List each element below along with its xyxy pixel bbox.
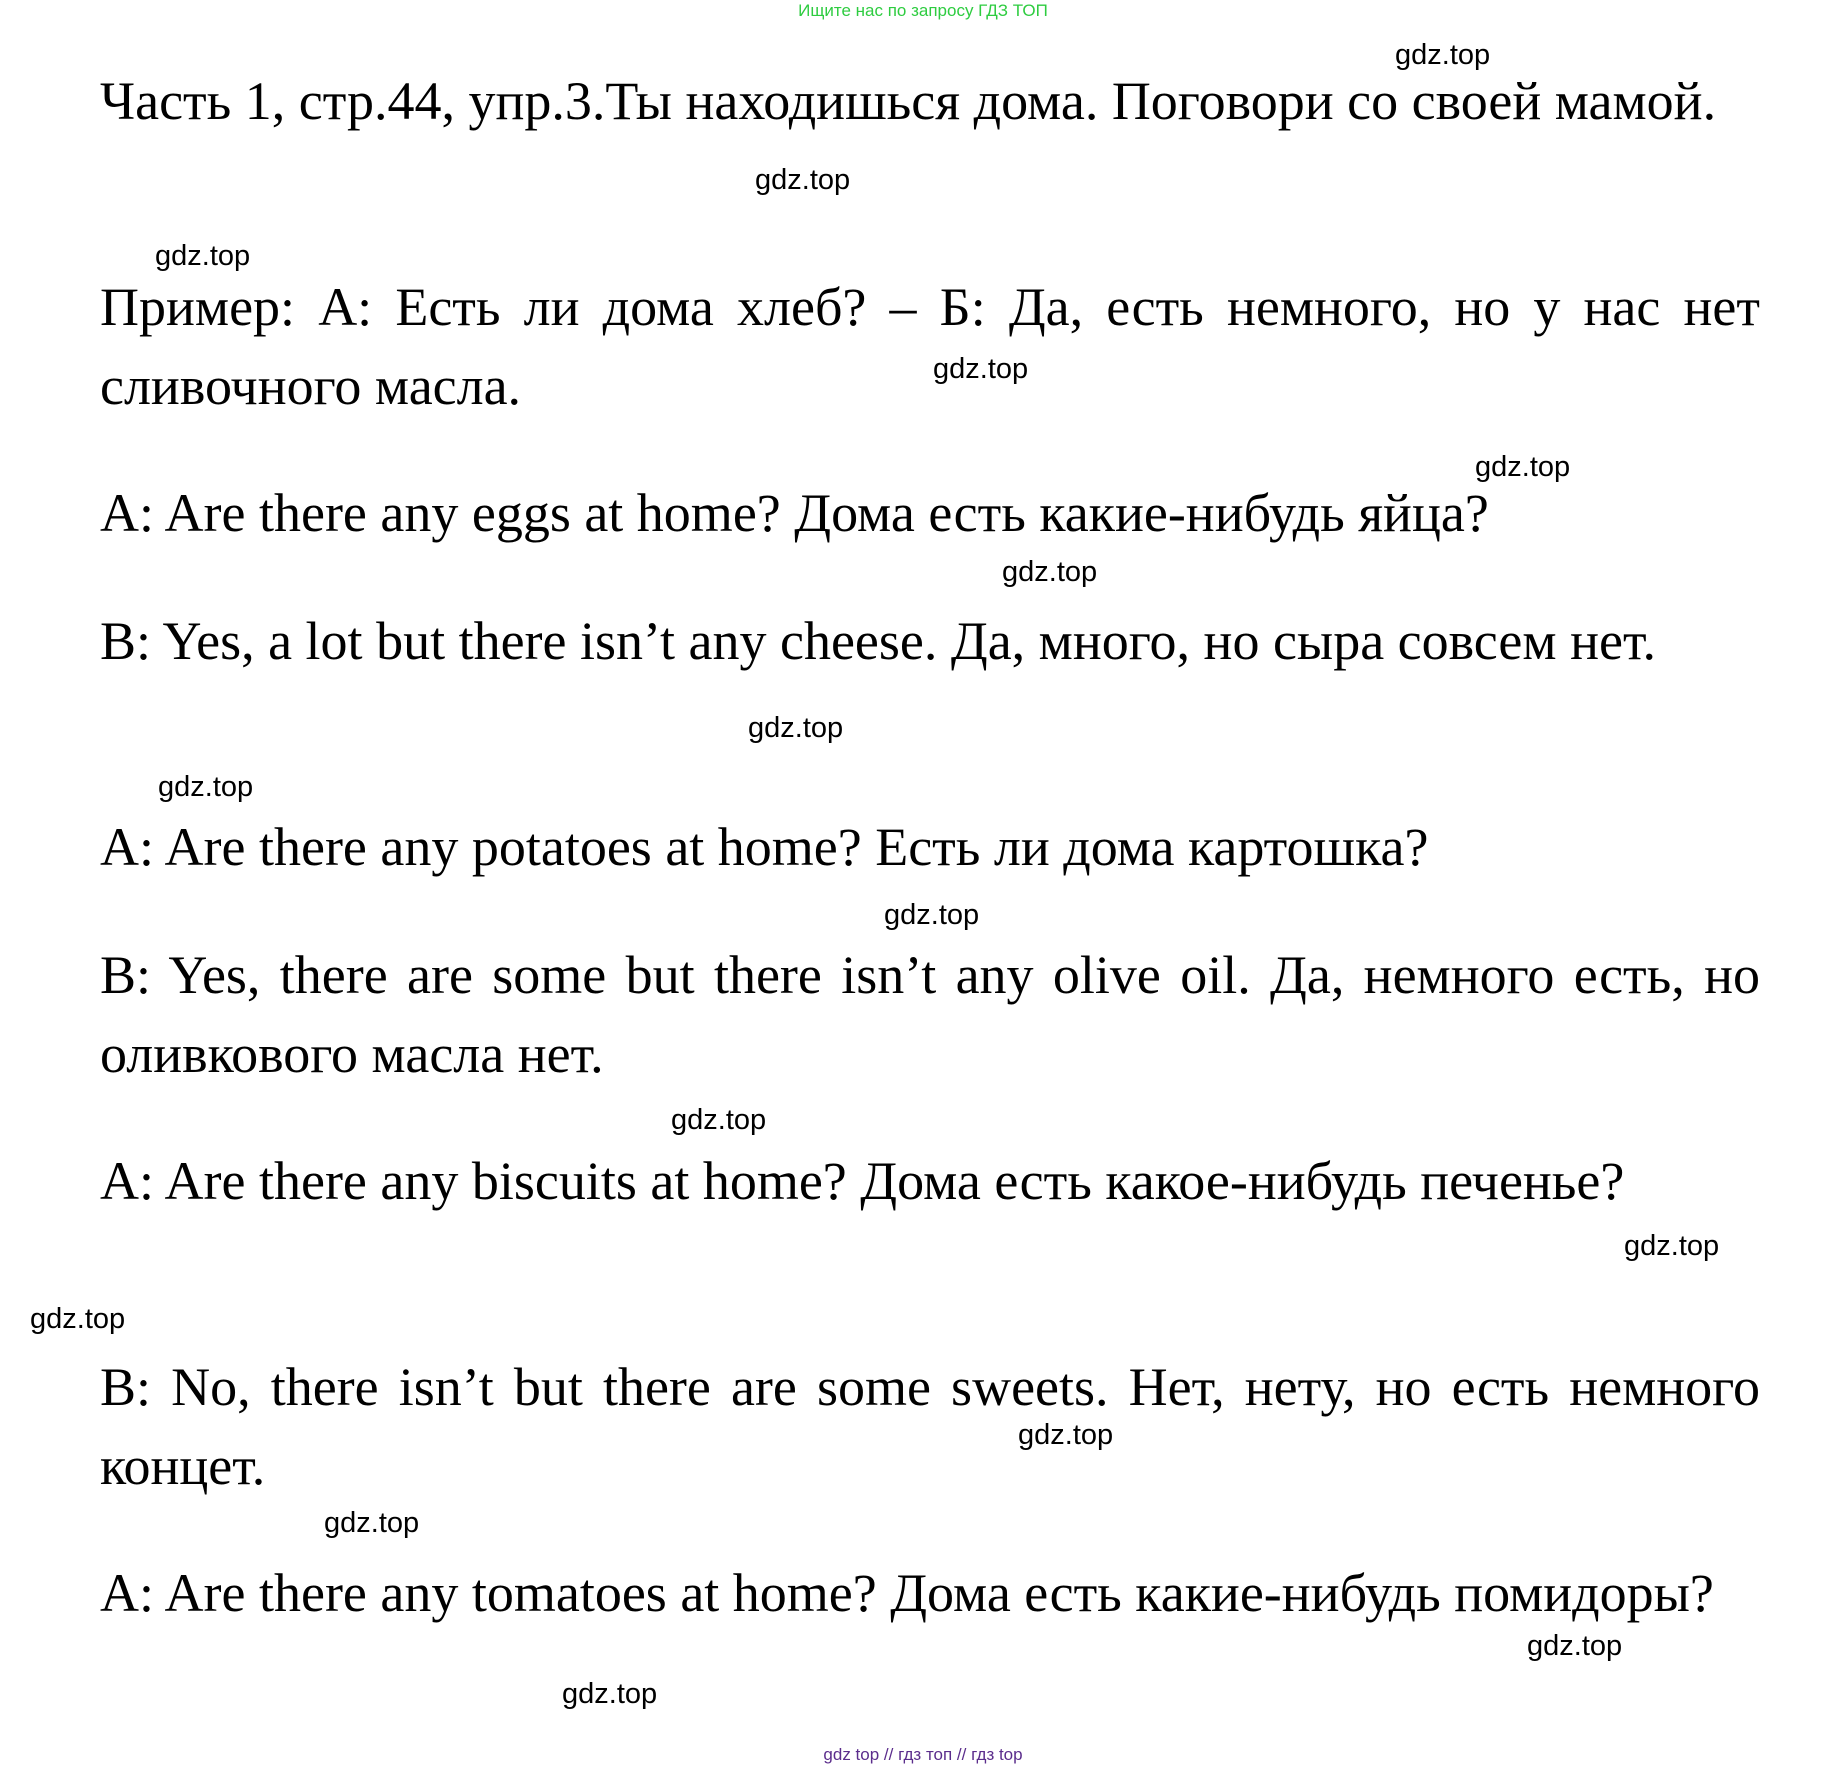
watermark: gdz.top: [755, 164, 851, 196]
watermark: gdz.top: [1002, 556, 1098, 588]
watermark: gdz.top: [1475, 451, 1571, 483]
watermark: gdz.top: [933, 353, 1029, 385]
watermark: gdz.top: [1395, 39, 1491, 71]
footer: gdz top // гдз топ // гдз top: [823, 1745, 1023, 1764]
paragraph-dialogue-line: B: No, there isn’t but there are some sweets. Нет, нету, но есть немного концет.: [100, 1357, 1760, 1496]
watermark: gdz.top: [1018, 1419, 1114, 1451]
paragraph-dialogue-line: A: Are there any tomatoes at home? Дома есть какие-нибудь помидоры?: [100, 1563, 1714, 1623]
paragraph-title: Часть 1, стр.44, упр.3.Ты находишься дома. Поговори со своей мамой.: [100, 71, 1717, 131]
paragraph-dialogue-line: A: Are there any eggs at home? Дома есть какие-нибудь яйца?: [100, 483, 1489, 543]
watermark: gdz.top: [562, 1678, 658, 1710]
watermark: gdz.top: [155, 240, 251, 272]
watermark: gdz.top: [158, 771, 254, 803]
watermark: gdz.top: [671, 1104, 767, 1136]
watermark: gdz.top: [884, 899, 980, 931]
watermark: gdz.top: [30, 1303, 126, 1335]
paragraph-dialogue-line: B: Yes, a lot but there isn’t any cheese. Да, много, но сыра совсем нет.: [100, 611, 1656, 671]
watermark: gdz.top: [324, 1507, 420, 1539]
paragraph-example: Пример: А: Есть ли дома хлеб? – Б: Да, есть немного, но у нас нет сливочного масла.: [100, 277, 1760, 416]
watermark: gdz.top: [1527, 1630, 1623, 1662]
paragraph-dialogue-line: A: Are there any biscuits at home? Дома есть какое-нибудь печенье?: [100, 1151, 1625, 1211]
watermark: gdz.top: [748, 712, 844, 744]
paragraph-dialogue-line: B: Yes, there are some but there isn’t any olive oil. Да, немного есть, но оливкового масла нет.: [100, 945, 1760, 1084]
watermark: gdz.top: [1624, 1230, 1720, 1262]
paragraph-dialogue-line: A: Are there any potatoes at home? Есть ли дома картошка?: [100, 817, 1429, 877]
top-banner: Ищите нас по запросу ГДЗ ТОП: [798, 1, 1048, 20]
